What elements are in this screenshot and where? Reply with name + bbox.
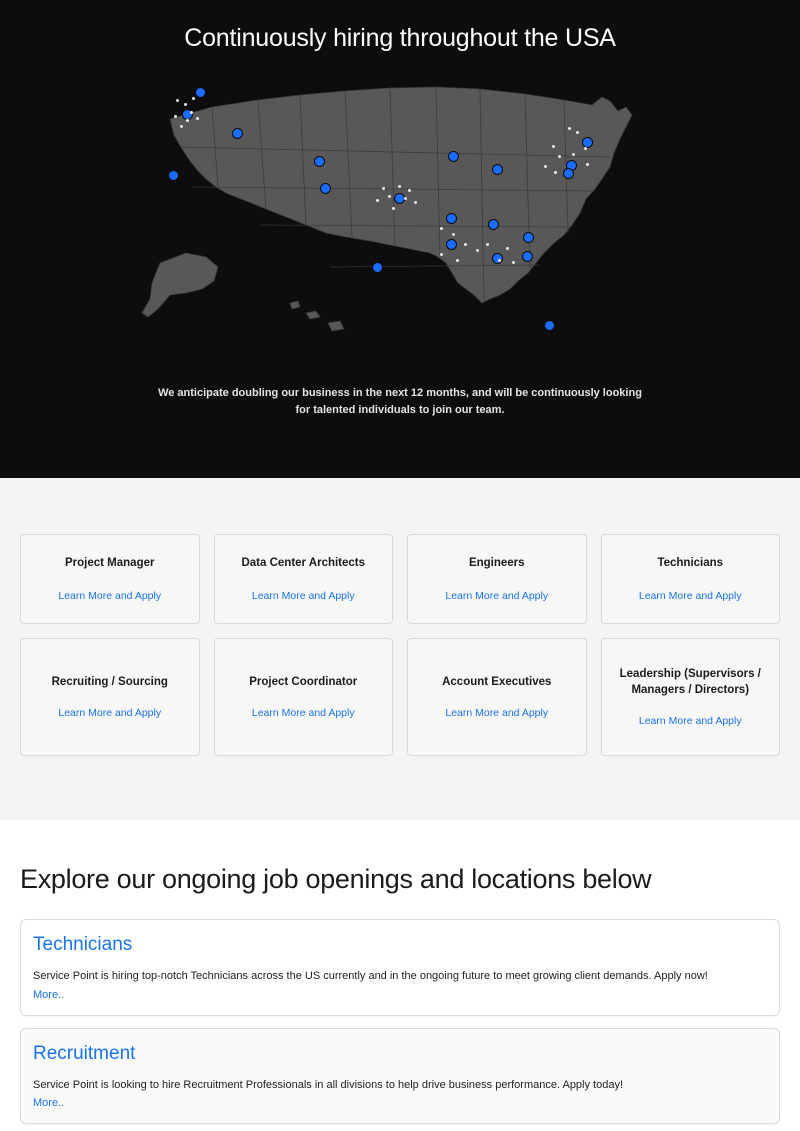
roles-section [0,478,800,820]
role-title: Recruiting / Sourcing [51,676,168,689]
map-cluster-dot [440,253,443,256]
opening-description: Service Point is looking to hire Recruitment Professionals in all divisions to help drive business performance. Apply today! [33,1078,624,1091]
role-apply-link[interactable]: Learn More and Apply [58,589,162,602]
opening-description: Service Point is hiring top-notch Technicians across the US currently and in the ongoing future to meet growing client demands. Apply now! [33,970,708,982]
openings-heading: Explore our ongoing job openings and locations below [20,864,652,894]
map-cluster-dot [186,119,189,122]
role-apply-link[interactable]: Learn More and Apply [251,706,355,719]
role-title: Project Coordinator [249,676,358,689]
map-cluster-dot [544,165,547,168]
role-card-leadership[interactable] [601,638,781,756]
map-pin[interactable] [446,213,457,224]
map-cluster-dot [554,171,557,174]
map-cluster-dot [440,227,443,230]
map-cluster-dot [398,185,401,188]
map-cluster-dot [180,125,183,128]
role-card-technicians[interactable] [601,534,781,624]
opening-card-recruitment[interactable] [20,1028,780,1125]
map-cluster-dot [404,197,407,200]
map-cluster-dot [586,163,589,166]
map-cluster-dot [464,243,467,246]
map-pin[interactable] [563,168,574,179]
role-title: Project Manager [65,557,155,570]
hero-section [0,0,800,478]
role-title: Data Center Architects [241,557,366,570]
role-card-project-coordinator[interactable] [214,638,394,756]
map-cluster-dot [558,155,561,158]
role-apply-link[interactable]: Learn More and Apply [638,589,742,602]
role-apply-link[interactable]: Learn More and Apply [58,706,162,719]
map-cluster-dot [584,147,587,150]
map-pin[interactable] [320,183,331,194]
role-title: Account Executives [442,676,552,689]
hero-subtitle: We anticipate doubling our business in the next 12 months, and will be continuously looking for talented individuals to join our team. [158,387,642,416]
role-card-recruiting-sourcing[interactable] [20,638,200,756]
map-cluster-dot [476,249,479,252]
map-cluster-dot [506,247,509,250]
map-pin[interactable] [168,170,179,181]
map-cluster-dot [552,145,555,148]
usa-map-shape [140,67,660,347]
role-card-account-executives[interactable] [407,638,587,756]
openings-section [0,820,800,1124]
map-cluster-dot [388,195,391,198]
usa-map [140,67,660,347]
map-cluster-dot [572,153,575,156]
map-pin[interactable] [448,151,459,162]
map-cluster-dot [452,233,455,236]
map-cluster-dot [382,187,385,190]
map-cluster-dot [408,189,411,192]
map-cluster-dot [192,97,195,100]
map-cluster-dot [190,111,193,114]
map-cluster-dot [184,103,187,106]
role-card-project-manager[interactable] [20,534,200,624]
map-pin[interactable] [232,128,243,139]
map-pin[interactable] [522,251,533,262]
map-cluster-dot [174,115,177,118]
role-title: Technicians [657,557,724,570]
roles-grid [20,534,780,756]
map-cluster-dot [456,259,459,262]
opening-more-link[interactable]: More.. [33,988,65,1001]
map-pin[interactable] [314,156,325,167]
role-apply-link[interactable]: Learn More and Apply [638,714,742,727]
map-cluster-dot [414,201,417,204]
map-cluster-dot [576,131,579,134]
role-card-data-center-architects[interactable] [214,534,394,624]
opening-title[interactable]: Recruitment [33,1042,136,1064]
opening-more-link[interactable]: More.. [33,1097,65,1109]
map-cluster-dot [376,199,379,202]
role-title: Leadership (Supervisors / Managers / Directors) [619,668,761,696]
map-pin[interactable] [372,262,383,273]
map-pin[interactable] [195,87,206,98]
role-apply-link[interactable]: Learn More and Apply [251,589,355,602]
map-cluster-dot [392,207,395,210]
map-cluster-dot [498,259,501,262]
map-cluster-dot [176,99,179,102]
map-cluster-dot [568,127,571,130]
map-cluster-dot [486,243,489,246]
opening-title[interactable]: Technicians [33,934,133,955]
map-cluster-dot [512,261,515,264]
map-pin[interactable] [523,232,534,243]
map-pin[interactable] [446,239,457,250]
map-cluster-dot [196,117,199,120]
role-apply-link[interactable]: Learn More and Apply [445,589,549,602]
role-apply-link[interactable]: Learn More and Apply [445,706,549,719]
map-pin[interactable] [488,219,499,230]
map-pin[interactable] [492,164,503,175]
opening-card-technicians[interactable] [20,919,780,1016]
role-title: Engineers [468,557,525,570]
page-title: Continuously hiring throughout the USA [184,24,616,52]
map-pin[interactable] [544,320,555,331]
role-card-engineers[interactable] [407,534,587,624]
